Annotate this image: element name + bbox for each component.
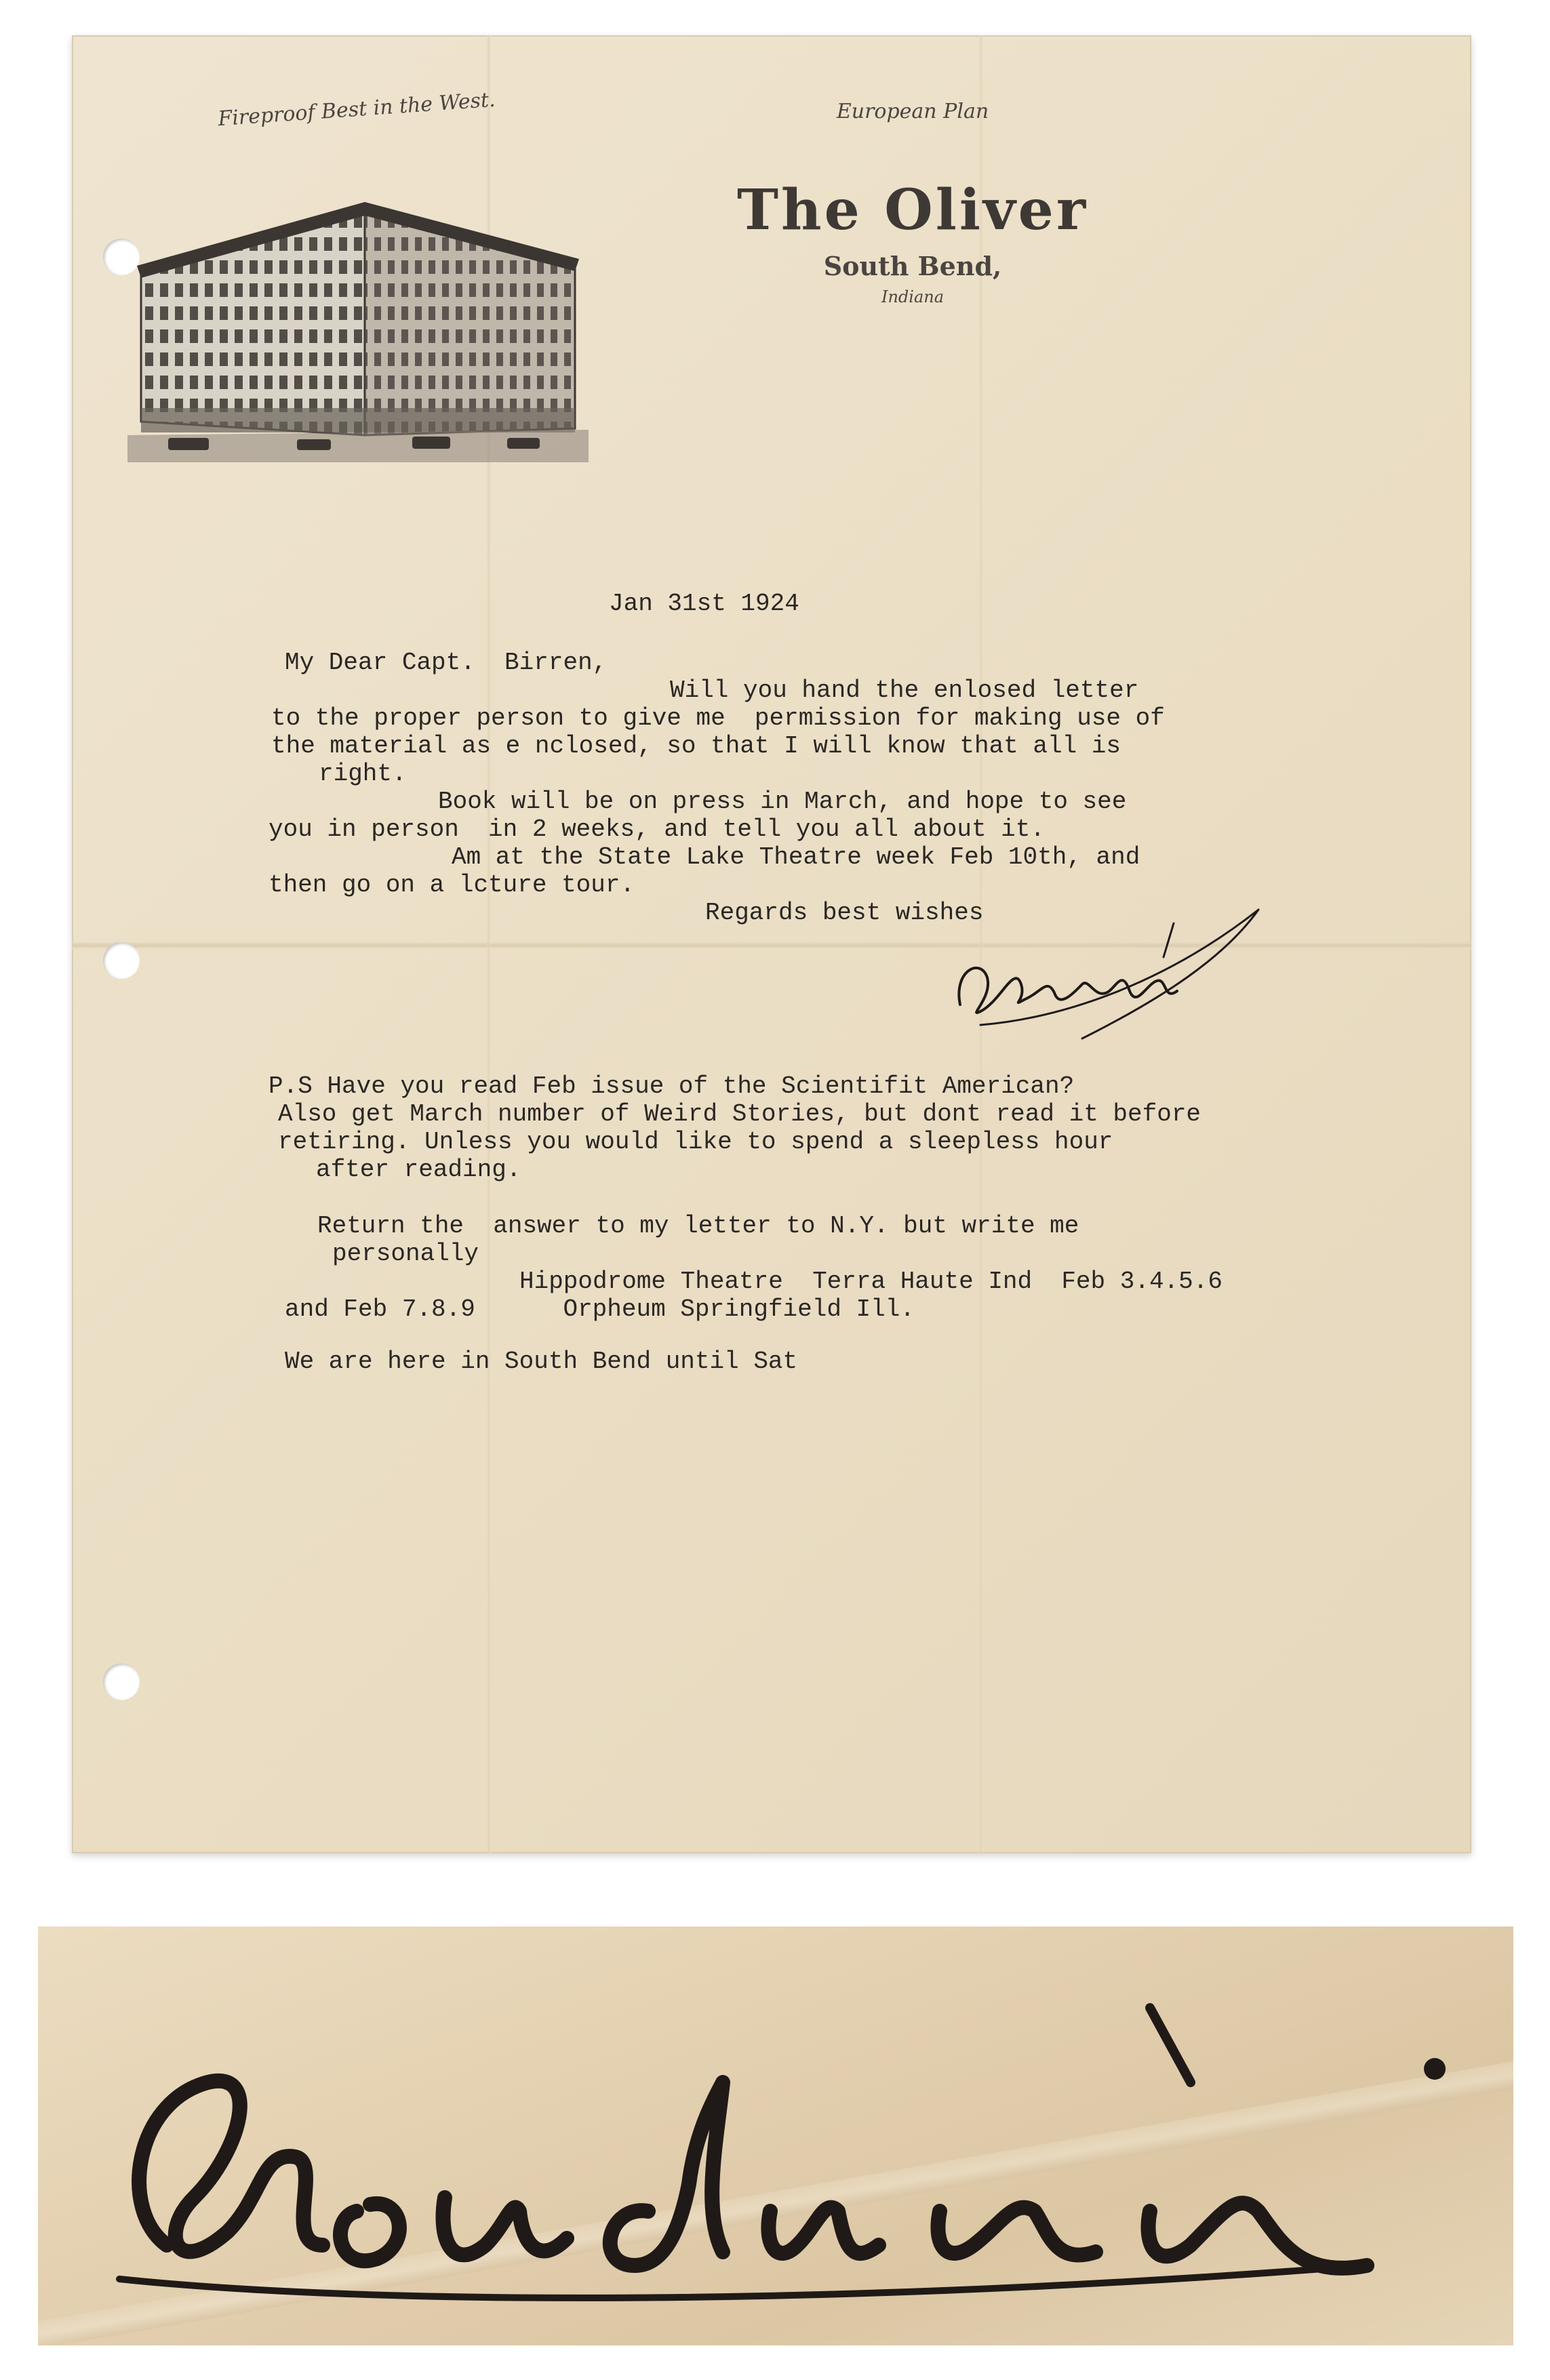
ps-line: personally	[332, 1240, 479, 1268]
letter-line: Book will be on press in March, and hope to see	[438, 788, 1127, 815]
signature-detail	[38, 1927, 1513, 2345]
ps-line: We are here in South Bend until Sat	[285, 1348, 798, 1375]
punch-hole-bottom	[103, 1663, 140, 1700]
hotel-building-engraving	[127, 164, 589, 462]
ps-line: retiring. Unless you would like to spend a sleepless hour	[278, 1128, 1113, 1156]
houdini-signature-enlarged	[38, 1927, 1513, 2345]
letter-line: Am at the State Lake Theatre week Feb 10th, and	[452, 843, 1140, 871]
ps-line: after reading.	[316, 1156, 521, 1184]
letter-line: to the proper person to give me permission for making use of	[271, 704, 1165, 732]
letterhead-plan: European Plan	[836, 100, 989, 123]
letter-closing: Regards best wishes	[705, 899, 984, 927]
ps-line: P.S Have you read Feb issue of the Scientifit American?	[269, 1072, 1075, 1100]
houdini-signature	[940, 883, 1319, 1059]
letter-line: right.	[319, 760, 407, 788]
ps-line: and Feb 7.8.9 Orpheum Springfield Ill.	[285, 1295, 915, 1323]
punch-hole-middle	[103, 942, 140, 979]
letterhead-city: South Bend,	[823, 251, 1002, 281]
ps-line: Also get March number of Weird Stories, but dont read it before	[278, 1100, 1201, 1128]
letter-line: you in person in 2 weeks, and tell you all about it.	[269, 815, 1045, 843]
letter-salutation: My Dear Capt. Birren,	[285, 649, 608, 677]
ps-line: Hippodrome Theatre Terra Haute Ind Feb 3.4.5.6	[519, 1268, 1223, 1295]
letterhead-motto: Fireproof Best in the West.	[217, 87, 496, 132]
letter-date: Jan 31st 1924	[609, 590, 799, 618]
letterhead-hotel-name: The Oliver	[736, 178, 1089, 243]
letter-line: Will you hand the enlosed letter	[670, 677, 1139, 704]
letterhead-state: Indiana	[881, 287, 945, 306]
ps-line: Return the answer to my letter to N.Y. but write me	[317, 1212, 1079, 1240]
letter-line: the material as e nclosed, so that I will know that all is	[271, 732, 1121, 760]
letter-sheet	[72, 35, 1471, 1853]
letter-line: then go on a lcture tour.	[269, 871, 635, 899]
